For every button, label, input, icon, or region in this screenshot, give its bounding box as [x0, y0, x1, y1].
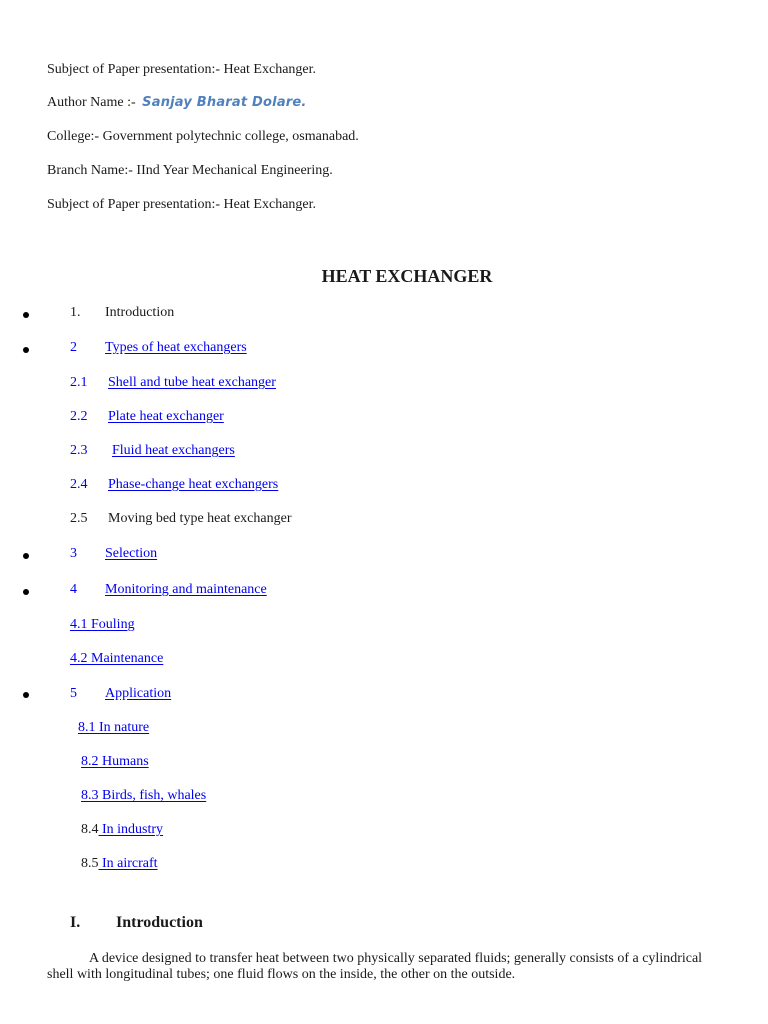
bullet-icon: [23, 312, 29, 318]
toc-item-in-aircraft: [81, 856, 158, 872]
toc-label: Application: [105, 686, 172, 701]
toc-label: Moving bed type heat exchanger: [108, 511, 292, 526]
toc-link-birds-fish-whales[interactable]: 8.3 Birds, fish, whales: [81, 788, 207, 803]
toc-link-fluid[interactable]: [70, 443, 235, 459]
toc-label: Fluid heat exchangers: [112, 443, 235, 458]
toc-number: 3: [70, 546, 77, 561]
toc-item-in-industry: [81, 822, 163, 838]
toc-link-phase-change[interactable]: [70, 477, 278, 493]
bullet-icon: [23, 347, 29, 353]
toc-link-plate[interactable]: [70, 409, 224, 425]
subject-line: Subject of Paper presentation:- Heat Exchanger.: [47, 62, 317, 77]
toc-link-in-nature[interactable]: 8.1 In nature: [78, 720, 150, 735]
branch-line: Branch Name:- IInd Year Mechanical Engineering.: [47, 163, 333, 178]
toc-link-shell-tube[interactable]: [70, 375, 276, 391]
toc-number: 4: [70, 582, 77, 597]
section-title: Introduction: [116, 914, 203, 931]
intro-paragraph: A device designed to transfer heat between two physically separated fluids; generally consists of a cylindrical shell with longitudinal tubes; one fluid flows on the inside, the other on the outside.: [47, 951, 703, 982]
toc-link-application[interactable]: [70, 686, 171, 702]
toc-number: 2.5: [70, 511, 88, 526]
toc-link-maintenance[interactable]: 4.2 Maintenance: [70, 651, 164, 666]
college-line: College:- Government polytechnic college, osmanabad.: [47, 129, 359, 144]
page-title: HEAT EXCHANGER: [321, 266, 493, 286]
subject-line-repeat: Subject of Paper presentation:- Heat Exchanger.: [47, 197, 317, 212]
toc-number: 8.5: [81, 856, 99, 871]
section-heading: [70, 914, 203, 932]
author-line: [47, 95, 307, 111]
toc-number: 2: [70, 340, 77, 355]
toc-number: 2.2: [70, 409, 88, 424]
toc-number: 2.4: [70, 477, 88, 492]
toc-label: Plate heat exchanger: [108, 409, 224, 424]
toc-label: Introduction: [105, 305, 175, 320]
toc-number: 8.4: [81, 822, 99, 837]
toc-number: 2.1: [70, 375, 88, 390]
bullet-icon: [23, 692, 29, 698]
toc-label: Selection: [105, 546, 158, 561]
toc-link-monitoring[interactable]: [70, 582, 267, 598]
toc-label: Phase-change heat exchangers: [108, 477, 279, 492]
toc-number: 2.3: [70, 443, 88, 458]
toc-label: Monitoring and maintenance: [105, 582, 267, 597]
toc-link-humans[interactable]: 8.2 Humans: [81, 754, 149, 769]
toc-label: Types of heat exchangers: [105, 340, 247, 355]
toc-number: 1.: [70, 305, 81, 320]
bullet-icon: [23, 553, 29, 559]
toc-link-in-industry[interactable]: In industry: [98, 822, 164, 837]
section-numeral: I.: [70, 914, 81, 931]
toc-item-moving-bed: [70, 511, 292, 527]
toc-link-selection[interactable]: [70, 546, 157, 562]
toc-item-introduction: [70, 305, 174, 321]
bullet-icon: [23, 589, 29, 595]
toc-link-in-aircraft[interactable]: In aircraft: [98, 856, 158, 871]
toc-number: 5: [70, 686, 77, 701]
author-name: Sanjay Bharat Dolare.: [142, 95, 307, 110]
toc-label: Shell and tube heat exchanger: [108, 375, 276, 390]
toc-link-fouling[interactable]: 4.1 Fouling: [70, 617, 135, 632]
author-label: Author Name :-: [47, 95, 136, 110]
toc-link-types[interactable]: [70, 340, 247, 356]
